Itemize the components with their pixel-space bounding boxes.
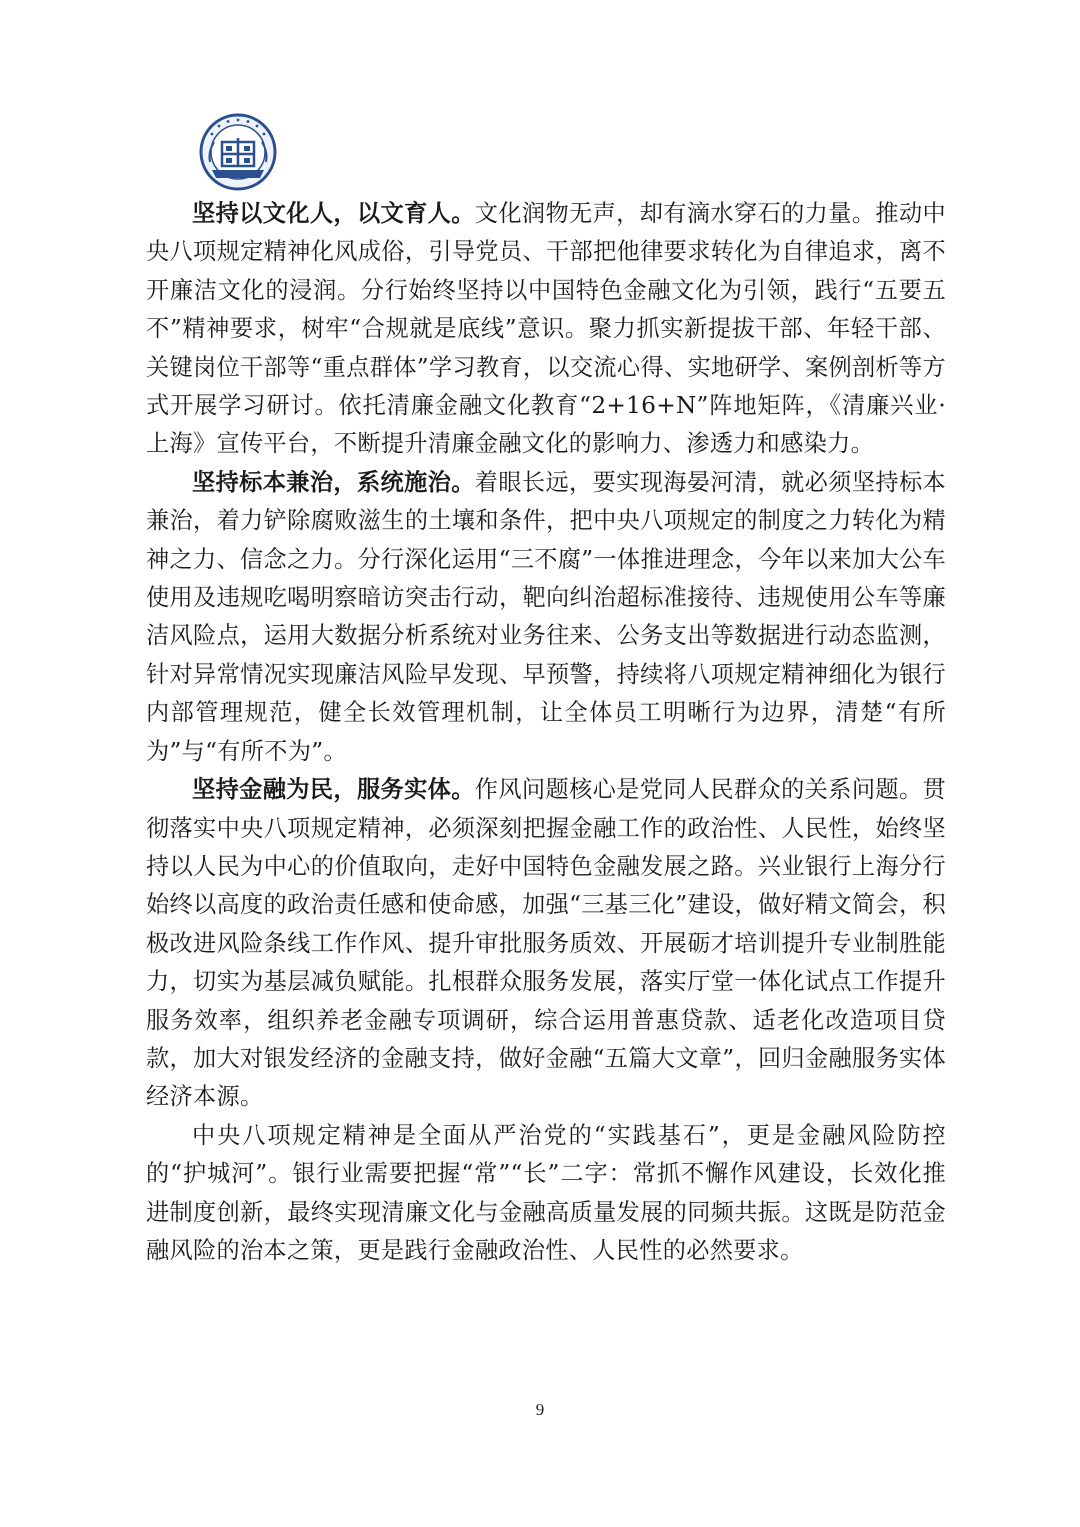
paragraph-lead: 坚持标本兼治，系统施治。	[192, 468, 475, 496]
paragraph-text: 中央八项规定精神是全面从严治党的“实践基石”，更是金融风险防控的“护城河”。银行业需要把握“常”“长”二字：常抓不懈作风建设，长效化推进制度创新，最终实现清廉文化与金融高质量发展的同频共振。这既是防范金融风险的治本之策，更是践行金融政治性、人民性的必然要求。	[146, 1121, 946, 1264]
paragraph-text: 作风问题核心是党同人民群众的关系问题。贯彻落实中央八项规定精神，必须深刻把握金融工作的政治性、人民性，始终坚持以人民为中心的价值取向，走好中国特色金融发展之路。兴业银行上海分行始终以高度的政治责任感和使命感，加强“三基三化”建设，做好精文简会，积极改进风险条线工作作风、提升审批服务质效、开展砺才培训提升专业制胜能力，切实为基层减负赋能。扎根群众服务发展，落实厅堂一体化试点工作提升服务效率，组织养老金融专项调研，综合运用普惠贷款、适老化改造项目贷款，加大对银发经济的金融支持，做好金融“五篇大文章”，回归金融服务实体经济本源。	[146, 776, 946, 1111]
paragraph-text: 着眼长远，要实现海晏河清，就必须坚持标本兼治，着力铲除腐败滋生的土壤和条件，把中央八项规定的制度之力转化为精神之力、信念之力。分行深化运用“三不腐”一体推进理念，今年以来加大公车使用及违规吃喝明察暗访突击行动，靶向纠治超标准接待、违规使用公车等廉洁风险点，运用大数据分析系统对业务往来、公务支出等数据进行动态监测，针对异常情况实现廉洁风险早发现、早预警，持续将八项规定精神细化为银行内部管理规范，健全长效管理机制，让全体员工明晰行为边界，清楚“有所为”与“有所不为”。	[146, 468, 946, 765]
paragraph-lead: 坚持以文化人，以文育人。	[192, 200, 475, 227]
document-body	[146, 195, 946, 1270]
bank-emblem-icon	[198, 112, 278, 192]
paragraph-text: 文化润物无声，却有滴水穿石的力量。推动中央八项规定精神化风成俗，引导党员、干部把他律要求转化为自律追求，离不开廉洁文化的浸润。分行始终坚持以中国特色金融文化为引领，践行“五要五不”精神要求，树牢“合规就是底线”意识。聚力抓实新提拔干部、年轻干部、关键岗位干部等“重点群体”学习教育，以交流心得、实地研学、案例剖析等方式开展学习研讨。依托清廉金融文化教育“2+16+N”阵地矩阵，《清廉兴业·上海》宣传平台，不断提升清廉金融文化的影响力、渗透力和感染力。	[146, 200, 946, 458]
paragraph-1	[146, 195, 946, 464]
paragraph-3	[146, 771, 946, 1117]
logo	[198, 112, 278, 192]
page-number: 9	[535, 1400, 545, 1419]
paragraph-2	[146, 464, 946, 771]
paragraph-4	[146, 1117, 946, 1271]
paragraph-lead: 坚持金融为民，服务实体。	[192, 776, 475, 804]
